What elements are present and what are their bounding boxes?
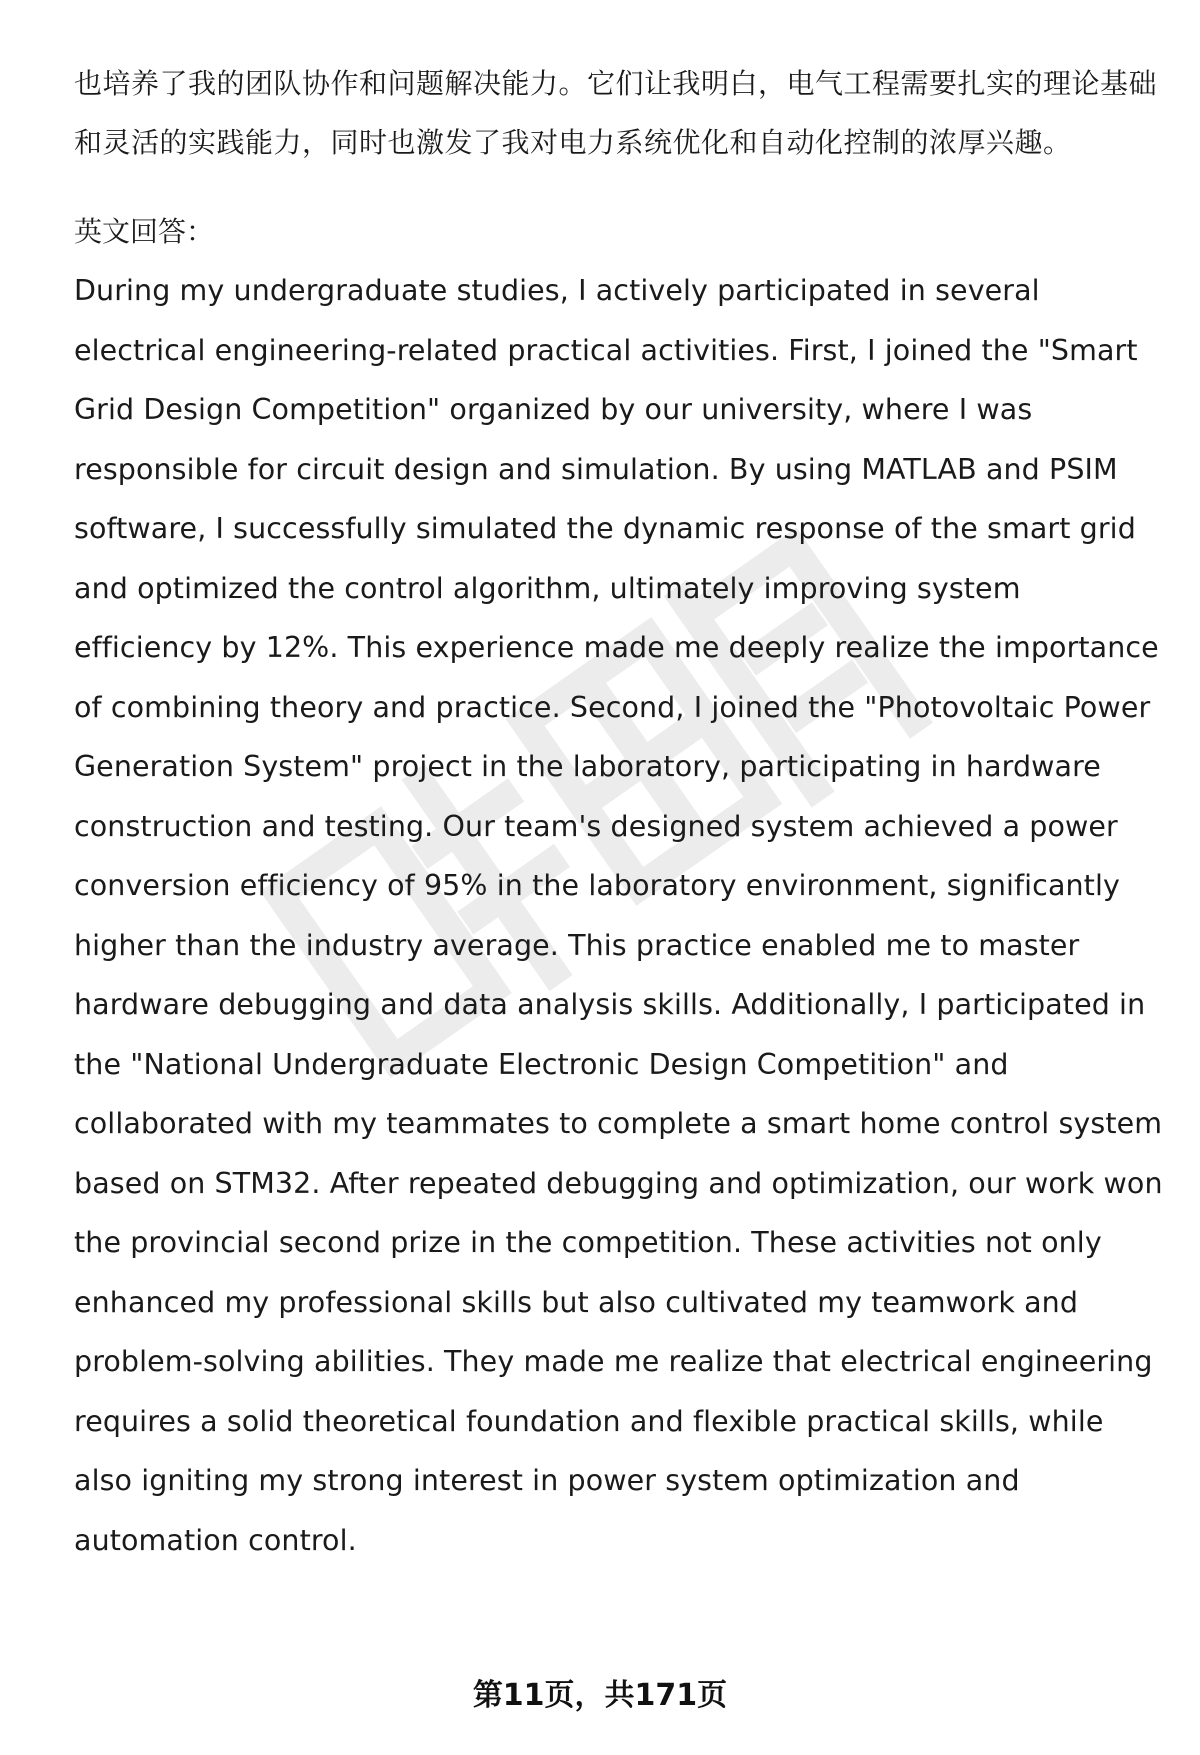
english-answer-label: 英文回答： [74,215,215,248]
page-number: 第11页，共171页 [472,1678,728,1713]
chinese-paragraph: 也培养了我的团队协作和问题解决能力。它们让我明白，电气工程需要扎实的理论基础和灵活的实践能力，同时也激发了我对电力系统优化和自动化控制的浓厚兴趣。 [74,67,1158,159]
english-paragraph: During my undergraduate studies, I actively participated in several electrical engineering-related practical activities. First, I joined the "Smart Grid Design Competition" organized by our university, where I was responsible for circuit design and simulation. By using MATLAB and PSIM software, I successfully simulated the dynamic response of the smart grid and optimized the control algorithm, ultimately improving system efficiency by 12%. This experience made me deeply realize the importance of combining theory and practice. Second, I joined the "Photovoltaic Power Generation System" project in the laboratory, participating in hardware construction and testing. Our team's designed system achieved a power conversion efficiency of 95% in the laboratory environment, significantly higher than the industry average. This practice enabled me to master hardware debugging and data analysis skills. Additionally, I participated in the "National Undergraduate Electronic Design Competition" and collaborated with my teammates to complete a smart home control system based on STM32. After repeated debugging and optimization, our work won the provincial second prize in the competition. These activities not only enhanced my professional skills but also cultivated my teamwork and problem-solving abilities. They made me realize that electrical engineering requires a solid theoretical foundation and flexible practical skills, while also igniting my strong interest in power system optimization and automation control. [74,274,1163,1557]
document-body [74,54,1164,1570]
